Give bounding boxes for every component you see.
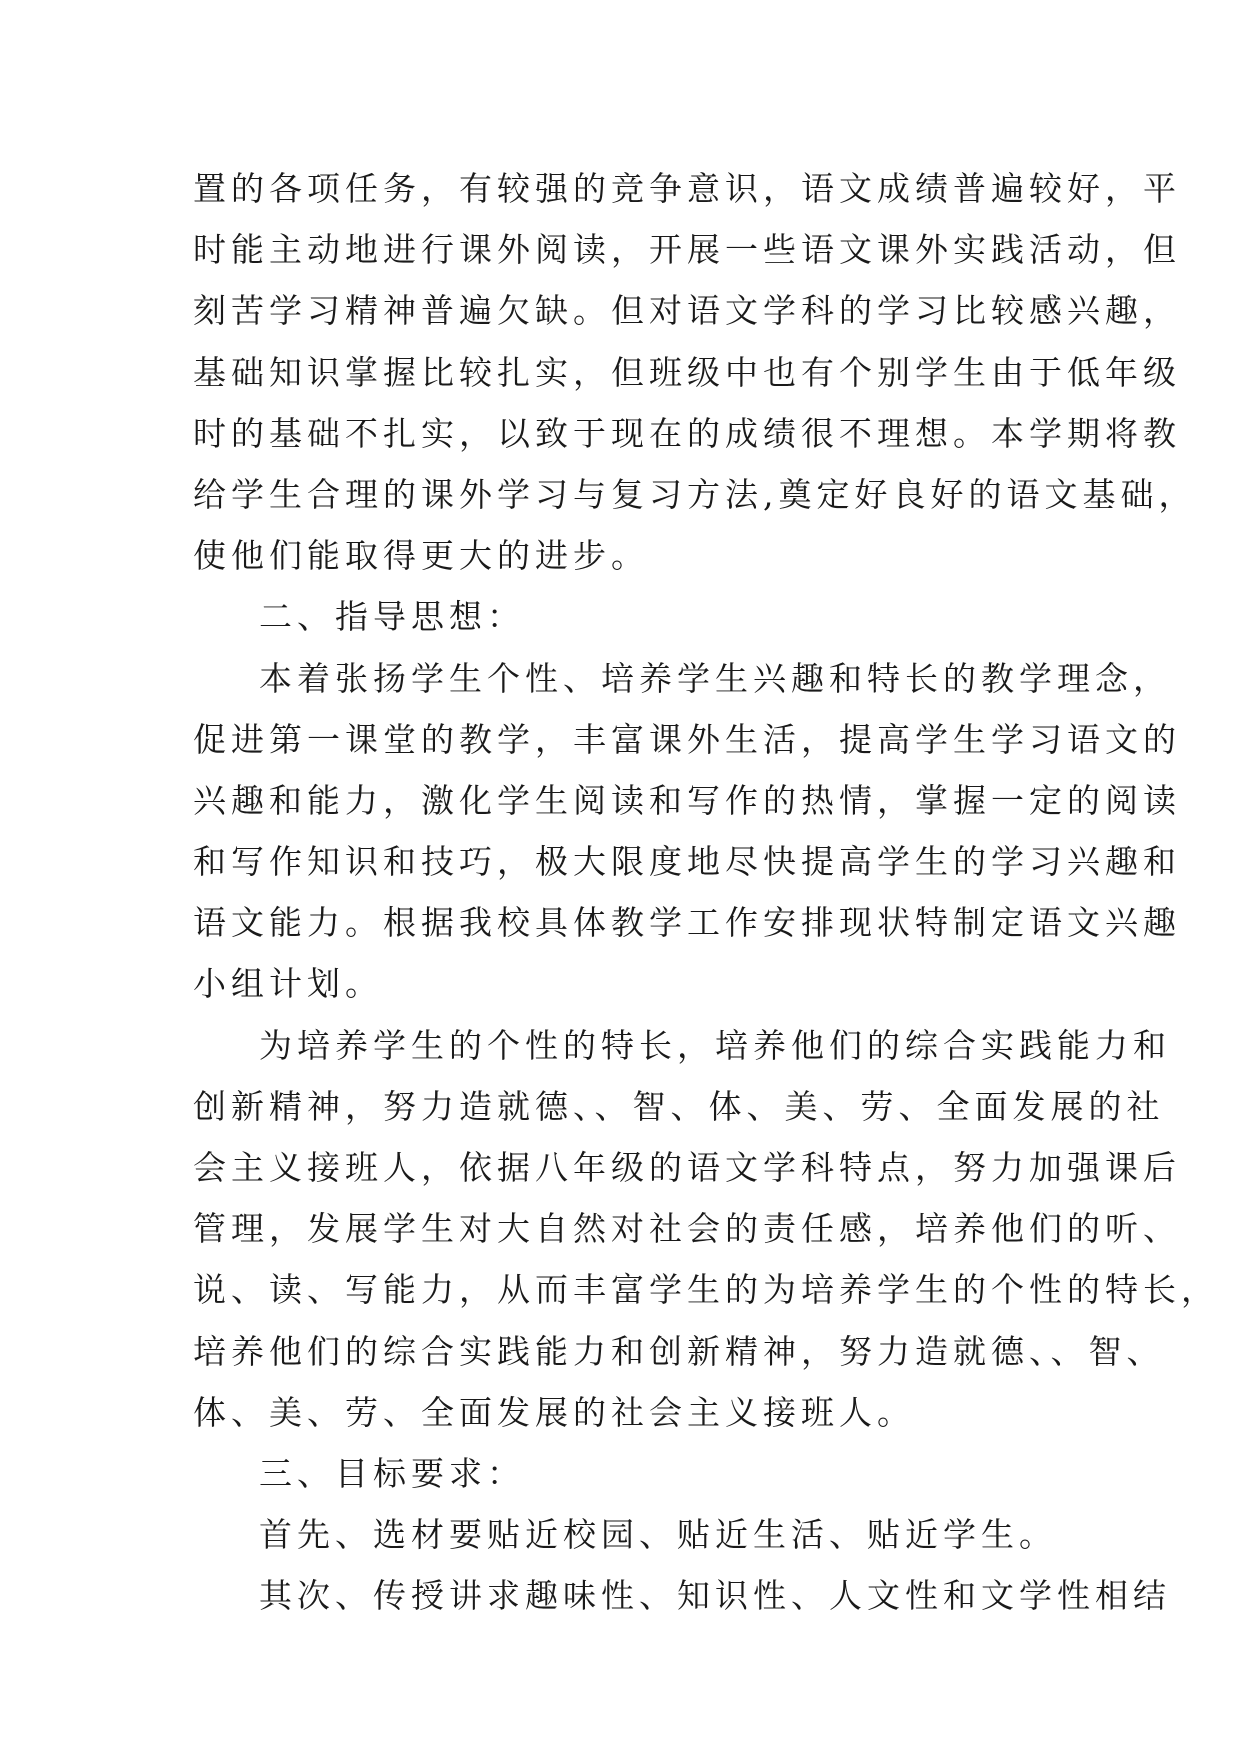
body-text bbox=[193, 158, 1219, 1627]
text-line: 首先、选材要贴近校园、贴近生活、贴近学生。 bbox=[259, 1515, 1057, 1555]
text-line: 给学生合理的课外学习与复习方法,奠定好良好的语文基础， bbox=[193, 474, 1197, 514]
text-line: 基础知识掌握比较扎实，但班级中也有个别学生由于低年级 bbox=[193, 352, 1181, 392]
text-line: 说、读、写能力，从而丰富学生的为培养学生的个性的特长， bbox=[193, 1270, 1219, 1310]
text-line: 培养他们的综合实践能力和创新精神，努力造就德、、智、 bbox=[193, 1331, 1165, 1371]
text-line: 和写作知识和技巧，极大限度地尽快提高学生的学习兴趣和 bbox=[193, 842, 1181, 882]
text-line: 兴趣和能力，激化学生阅读和写作的热情，掌握一定的阅读 bbox=[193, 780, 1181, 820]
text-line: 本着张扬学生个性、培养学生兴趣和特长的教学理念， bbox=[259, 658, 1171, 698]
text-line: 刻苦学习精神普遍欠缺。但对语文学科的学习比较感兴趣， bbox=[193, 291, 1181, 331]
section-heading: 三、目标要求： bbox=[259, 1453, 525, 1493]
text-line: 时能主动地进行课外阅读，开展一些语文课外实践活动，但 bbox=[193, 230, 1181, 270]
text-line: 时的基础不扎实，以致于现在的成绩很不理想。本学期将教 bbox=[193, 413, 1181, 453]
section-heading: 二、指导思想： bbox=[259, 597, 525, 637]
text-line: 创新精神，努力造就德、、智、体、美、劳、全面发展的社 bbox=[193, 1086, 1165, 1126]
text-line: 促进第一课堂的教学，丰富课外生活，提高学生学习语文的 bbox=[193, 719, 1181, 759]
text-line: 语文能力。根据我校具体教学工作安排现状特制定语文兴趣 bbox=[193, 903, 1181, 943]
text-line: 为培养学生的个性的特长，培养他们的综合实践能力和 bbox=[259, 1025, 1171, 1065]
text-line: 会主义接班人，依据八年级的语文学科特点，努力加强课后 bbox=[193, 1148, 1181, 1187]
text-line: 其次、传授讲求趣味性、知识性、人文性和文学性相结 bbox=[259, 1576, 1171, 1616]
text-line: 使他们能取得更大的进步。 bbox=[193, 536, 649, 576]
text-line: 管理，发展学生对大自然对社会的责任感，培养他们的听、 bbox=[193, 1209, 1181, 1249]
text-line: 小组计划。 bbox=[193, 964, 383, 1004]
text-line: 置的各项任务，有较强的竞争意识，语文成绩普遍较好，平 bbox=[193, 169, 1181, 208]
text-line: 体、美、劳、全面发展的社会主义接班人。 bbox=[193, 1392, 915, 1432]
